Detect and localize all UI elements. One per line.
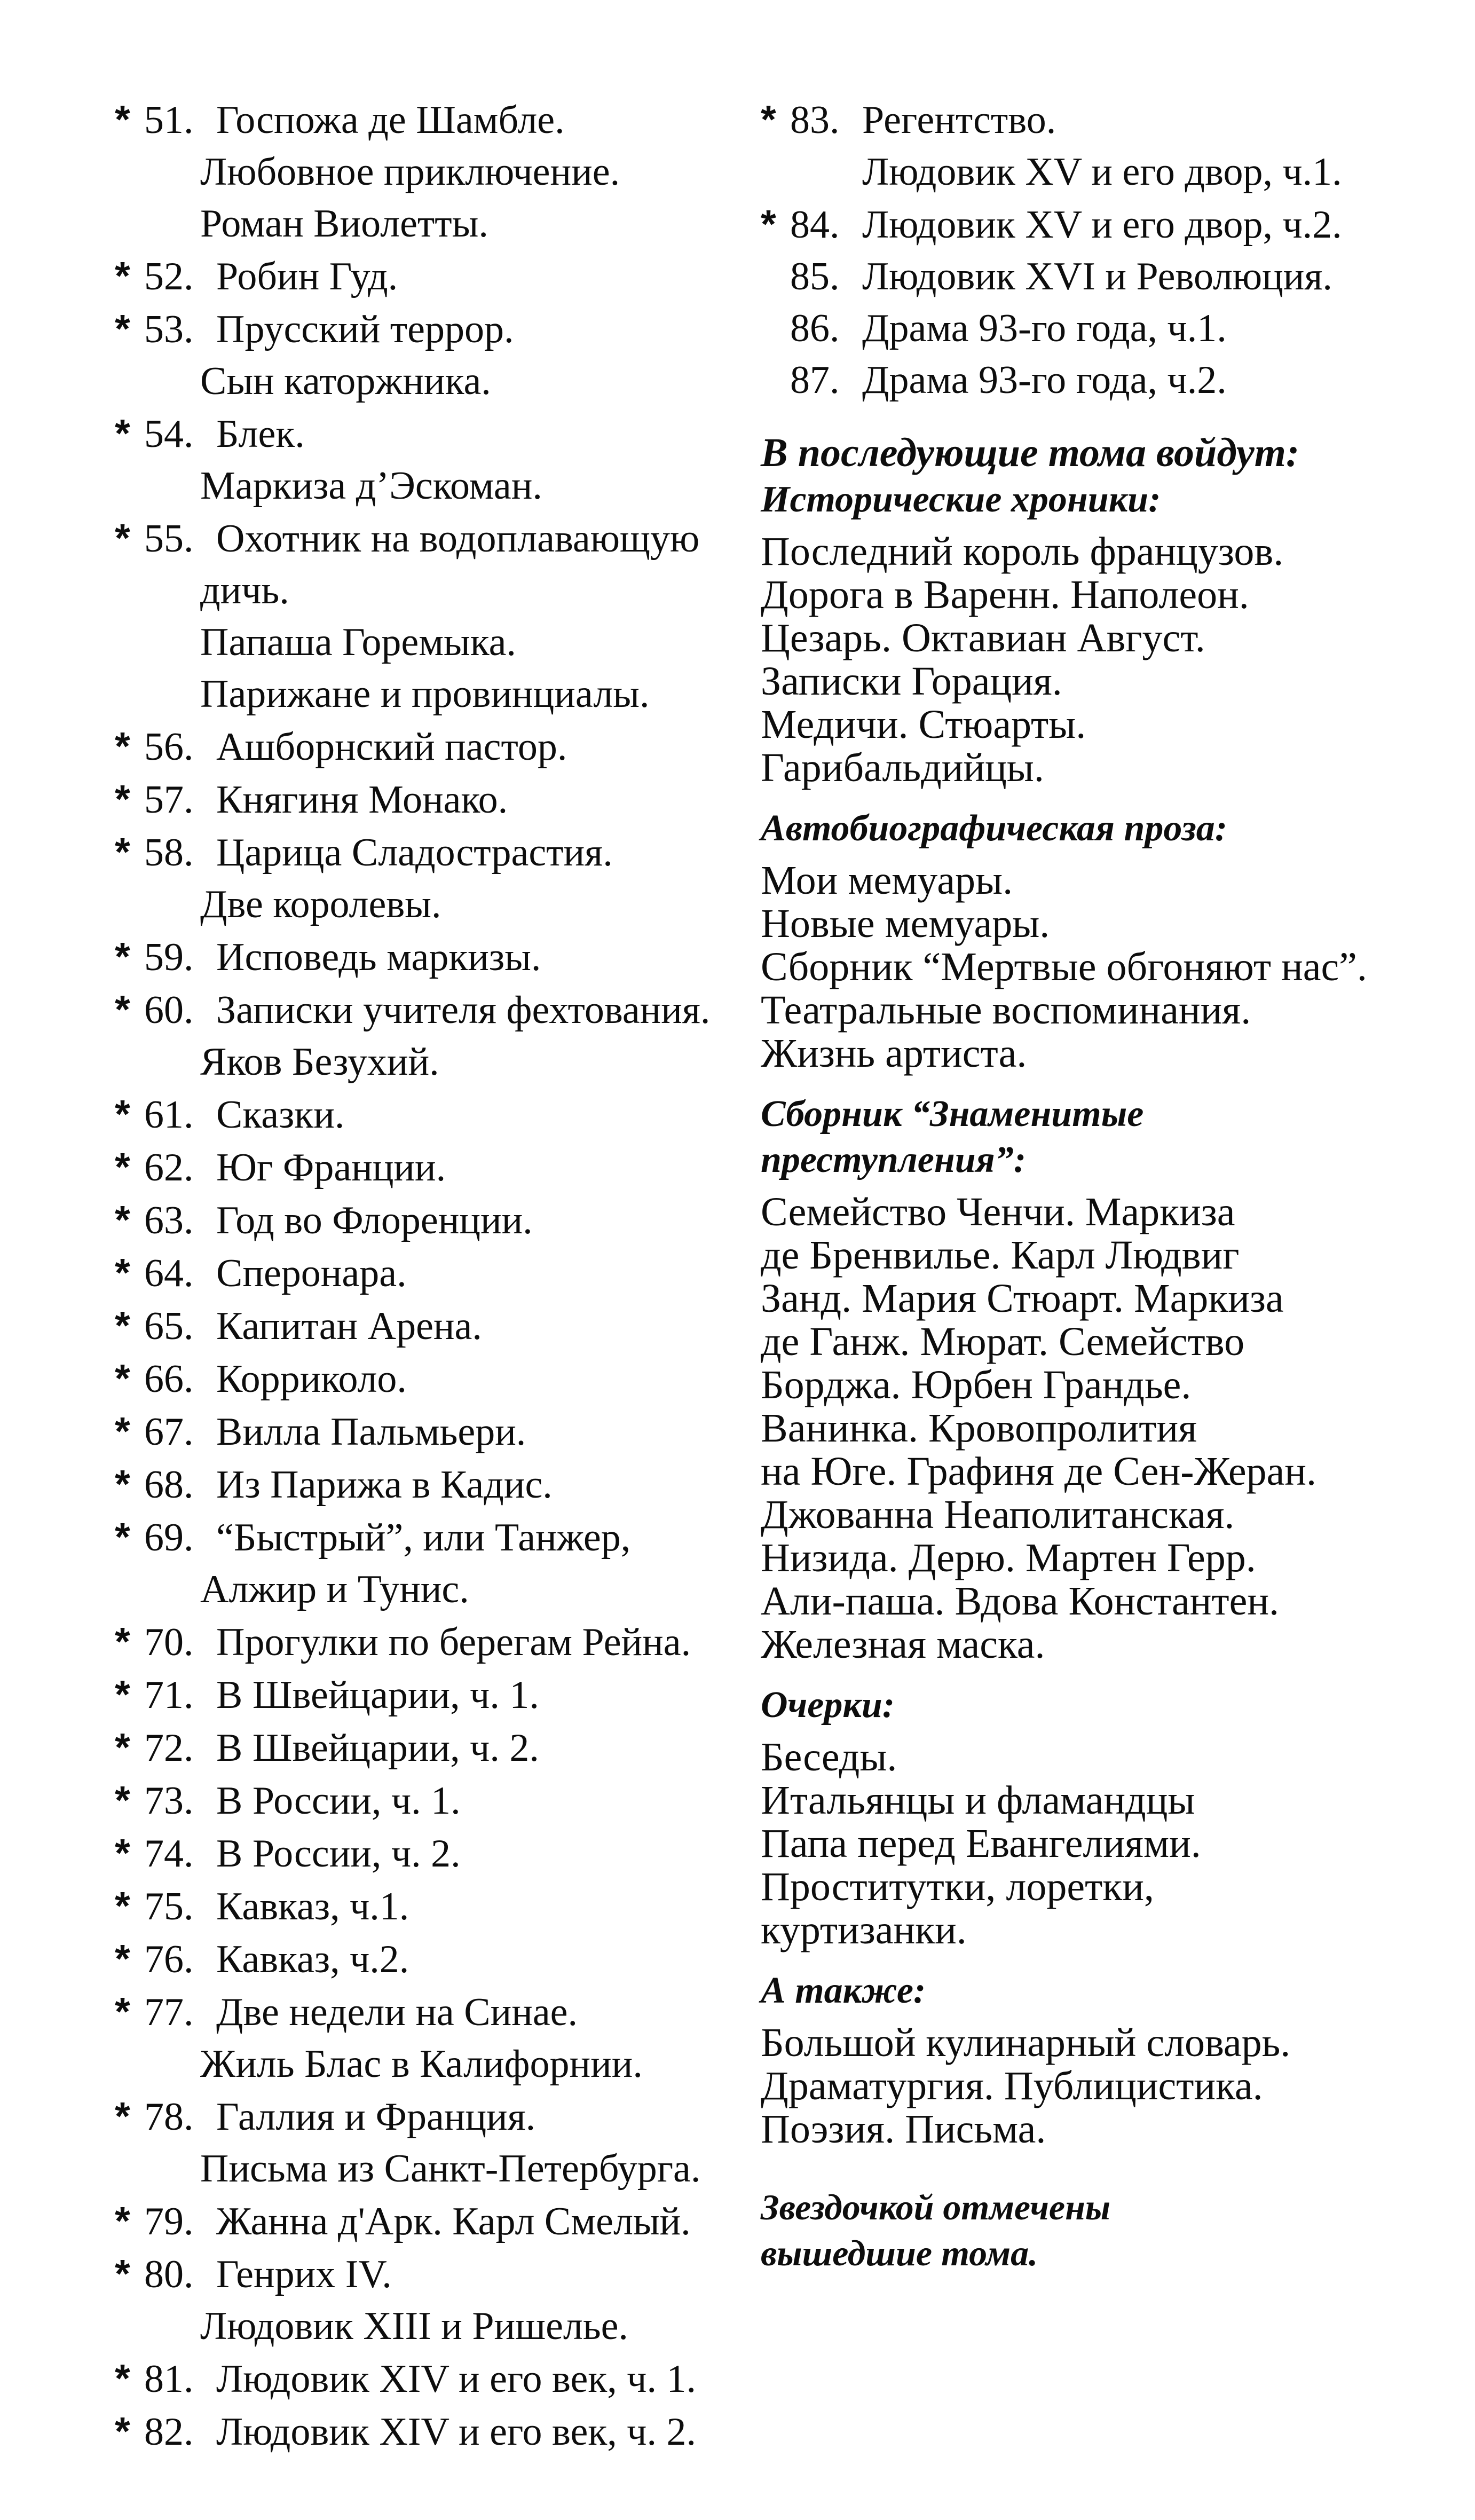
- volume-number: 73.: [144, 1779, 194, 1823]
- volume-title-continuation: дичь.: [200, 569, 289, 612]
- published-asterisk: *: [115, 306, 130, 351]
- section-line: Проститутки, лоретки,: [761, 1864, 1154, 1909]
- volume-entry: [115, 1668, 766, 1721]
- volume-entry: [115, 1458, 766, 1511]
- volume-number: 63.: [144, 1199, 194, 1242]
- volume-entry: [761, 93, 1433, 198]
- section-line: Итальянцы и фламандцы: [761, 1778, 1195, 1823]
- volume-title: Госпожа де Шамбле.: [216, 98, 565, 142]
- volume-number: 81.: [144, 2357, 194, 2401]
- published-asterisk: *: [115, 1672, 130, 1716]
- section-line: Драматургия. Публицистика.: [761, 2064, 1263, 2108]
- published-asterisk: *: [115, 1092, 130, 1136]
- upcoming-section: [761, 1091, 1433, 1666]
- volume-number: 55.: [144, 517, 194, 561]
- volume-entry: [115, 1247, 766, 1300]
- volume-number: 62.: [144, 1146, 194, 1190]
- volume-entry: [761, 355, 1433, 406]
- volume-number: 87.: [790, 358, 840, 402]
- volume-title: “Быстрый”, или Танжер,: [216, 1516, 631, 1560]
- volume-entry: [115, 1933, 766, 1986]
- volume-title: Корриколо.: [216, 1357, 407, 1401]
- volume-entry: [115, 1352, 766, 1405]
- published-asterisk: *: [115, 934, 130, 979]
- upcoming-section: [761, 806, 1433, 1075]
- volume-title: Робин Гуд.: [216, 255, 398, 298]
- volume-number: 70.: [144, 1620, 194, 1664]
- volume-title-continuation: Людовик XIII и Ришелье.: [200, 2304, 628, 2348]
- volume-title-continuation: Роман Виолетты.: [200, 202, 488, 246]
- volume-number: 78.: [144, 2095, 194, 2139]
- section-heading: А также:: [761, 1970, 926, 2011]
- published-asterisk: *: [115, 2094, 130, 2138]
- volume-entry: [115, 1088, 766, 1141]
- section-line: Сборник “Мертвые обгоняют нас”.: [761, 944, 1367, 989]
- section-heading: преступления”:: [761, 1139, 1027, 1180]
- volume-number: 76.: [144, 1938, 194, 1981]
- volume-number: 65.: [144, 1304, 194, 1348]
- volume-entry: [761, 251, 1433, 303]
- volume-entry: [115, 1300, 766, 1352]
- volume-entry: [115, 1721, 766, 1774]
- volume-number: 58.: [144, 831, 194, 875]
- volume-list-right: [761, 93, 1433, 406]
- volume-entry: [115, 2195, 766, 2248]
- section-line: Последний король французов.: [761, 529, 1284, 574]
- volume-title-continuation: Сын каторжника.: [200, 359, 491, 403]
- volume-title: Галлия и Франция.: [216, 2095, 536, 2139]
- section-heading: Сборник “Знаменитые: [761, 1093, 1144, 1135]
- published-asterisk: *: [115, 1831, 130, 1875]
- volume-entry: [115, 512, 766, 720]
- volume-title-continuation: Людовик XV и его двор, ч.1.: [862, 150, 1342, 194]
- volume-list-left: [115, 93, 766, 2458]
- volume-number: 54.: [144, 412, 194, 456]
- volume-entry: [115, 720, 766, 773]
- volume-entry: [115, 93, 766, 250]
- section-line: Жизнь артиста.: [761, 1031, 1027, 1076]
- volume-entry: [115, 1405, 766, 1458]
- volume-title: Блек.: [216, 412, 305, 456]
- volume-entry: [115, 2248, 766, 2352]
- volume-title-continuation: Алжир и Тунис.: [200, 1568, 469, 1611]
- volume-number: 82.: [144, 2410, 194, 2454]
- volume-title: Кавказ, ч.2.: [216, 1938, 409, 1981]
- volume-number: 84.: [790, 203, 840, 247]
- volume-title: Людовик XIV и его век, ч. 2.: [216, 2410, 697, 2454]
- section-line: Папа перед Евангелиями.: [761, 1821, 1201, 1866]
- volume-number: 51.: [144, 98, 194, 142]
- volume-number: 52.: [144, 255, 194, 298]
- volume-number: 86.: [790, 306, 840, 350]
- volume-number: 83.: [790, 98, 840, 142]
- volume-title: Капитан Арена.: [216, 1304, 482, 1348]
- volume-title: В Швейцарии, ч. 2.: [216, 1726, 539, 1770]
- volume-number: 67.: [144, 1410, 194, 1454]
- volume-entry: [115, 983, 766, 1088]
- volume-title: Сперонара.: [216, 1251, 407, 1295]
- section-line: Железная маска.: [761, 1622, 1045, 1667]
- published-asterisk: *: [115, 987, 130, 1031]
- volume-title-continuation: Парижане и провинциалы.: [200, 672, 650, 716]
- volume-title-continuation: Папаша Горемыка.: [200, 620, 516, 664]
- volume-title: Кавказ, ч.1.: [216, 1885, 409, 1928]
- volume-number: 60.: [144, 988, 194, 1032]
- published-asterisk: *: [115, 724, 130, 768]
- volume-title: Людовик XIV и его век, ч. 1.: [216, 2357, 697, 2401]
- published-asterisk: *: [115, 1356, 130, 1400]
- volume-title: Год во Флоренции.: [216, 1199, 533, 1242]
- volume-entry: [115, 250, 766, 303]
- section-line: де Ганж. Мюрат. Семейство: [761, 1319, 1245, 1364]
- volume-entry: [115, 826, 766, 931]
- upcoming-section: [761, 1968, 1433, 2151]
- section-line: Поэзия. Письма.: [761, 2107, 1046, 2152]
- section-line: Борджа. Юрбен Грандье.: [761, 1363, 1192, 1407]
- volume-number: 64.: [144, 1251, 194, 1295]
- footnote-line: вышедшие тома.: [761, 2233, 1038, 2273]
- volume-title: Генрих IV.: [216, 2253, 392, 2296]
- volume-entry: [761, 303, 1433, 355]
- upcoming-sections: [761, 477, 1433, 2151]
- section-heading: Исторические хроники:: [761, 479, 1161, 520]
- published-asterisk: *: [115, 2356, 130, 2400]
- volume-title: Прусский террор.: [216, 308, 514, 351]
- footnote-line: Звездочкой отмечены: [761, 2187, 1110, 2227]
- volume-title-continuation: Две королевы.: [200, 883, 441, 926]
- volume-title: Жанна д'Арк. Карл Смелый.: [216, 2200, 691, 2243]
- volume-title: Прогулки по берегам Рейна.: [216, 1620, 691, 1664]
- published-asterisk: *: [115, 1936, 130, 1981]
- section-line: Большой кулинарный словарь.: [761, 2020, 1291, 2065]
- volume-entry: [115, 773, 766, 826]
- volume-number: 79.: [144, 2200, 194, 2243]
- published-asterisk: *: [115, 1409, 130, 1453]
- volume-entry: [115, 303, 766, 407]
- volume-title: Сказки.: [216, 1093, 345, 1137]
- volume-number: 85.: [790, 255, 840, 298]
- volume-title: Вилла Пальмьери.: [216, 1410, 526, 1454]
- published-asterisk: *: [115, 1515, 130, 1559]
- section-line: де Бренвилье. Карл Людвиг: [761, 1233, 1240, 1278]
- volume-entry: [115, 1827, 766, 1880]
- published-asterisk: *: [115, 97, 130, 141]
- published-asterisk: *: [115, 1619, 130, 1664]
- volume-title: В России, ч. 1.: [216, 1779, 461, 1823]
- volume-title-continuation: Жиль Блас в Калифорнии.: [200, 2042, 643, 2086]
- section-line: Дорога в Варенн. Наполеон.: [761, 572, 1249, 617]
- section-line: Ванинка. Кровопролития: [761, 1406, 1197, 1451]
- volume-title: Исповедь маркизы.: [216, 935, 541, 979]
- volume-number: 61.: [144, 1093, 194, 1137]
- volume-number: 77.: [144, 1990, 194, 2034]
- volume-number: 69.: [144, 1516, 194, 1560]
- volume-number: 71.: [144, 1673, 194, 1717]
- volume-title: Людовик XV и его двор, ч.2.: [862, 203, 1342, 247]
- section-line: Цезарь. Октавиан Август.: [761, 616, 1205, 660]
- volume-title: Из Парижа в Кадис.: [216, 1463, 553, 1507]
- volume-number: 72.: [144, 1726, 194, 1770]
- volume-number: 68.: [144, 1463, 194, 1507]
- volume-entry: [115, 1986, 766, 2090]
- published-asterisk: *: [115, 411, 130, 455]
- section-line: Низида. Дерю. Мартен Герр.: [761, 1535, 1256, 1580]
- volume-entry: [115, 1774, 766, 1827]
- volume-title: Регентство.: [862, 98, 1056, 142]
- volume-title: Охотник на водоплавающую: [216, 517, 700, 561]
- volume-entry: [115, 2352, 766, 2405]
- volume-number: 59.: [144, 935, 194, 979]
- section-line: на Юге. Графиня де Сен-Жеран.: [761, 1449, 1316, 1494]
- upcoming-section: [761, 477, 1433, 790]
- volume-number: 80.: [144, 2253, 194, 2296]
- section-line: Театральные воспоминания.: [761, 988, 1251, 1033]
- published-asterisk: *: [115, 830, 130, 874]
- upcoming-section: [761, 1682, 1433, 1952]
- upcoming-heading: В последующие тома войдут:: [761, 430, 1300, 475]
- section-line: Беседы.: [761, 1735, 897, 1779]
- volume-title: В Швейцарии, ч. 1.: [216, 1673, 539, 1717]
- section-line: Медичи. Стюарты.: [761, 702, 1086, 747]
- volume-entry: [115, 1194, 766, 1247]
- volume-title: Ашборнский пастор.: [216, 725, 567, 769]
- volume-number: 57.: [144, 778, 194, 822]
- volume-number: 53.: [144, 308, 194, 351]
- volume-entry: [115, 1880, 766, 1933]
- volume-number: 75.: [144, 1885, 194, 1928]
- section-heading: Автобиографическая проза:: [761, 808, 1228, 849]
- volume-number: 74.: [144, 1832, 194, 1876]
- published-asterisk: *: [115, 2251, 130, 2296]
- published-asterisk: *: [115, 1462, 130, 1506]
- published-asterisk: *: [115, 777, 130, 821]
- volume-title-continuation: Маркиза д’Эскоман.: [200, 464, 542, 508]
- volume-entry: [115, 1141, 766, 1194]
- volume-title: Царица Сладострастия.: [216, 831, 613, 875]
- volume-title: Две недели на Синае.: [216, 1990, 578, 2034]
- section-line: Мои мемуары.: [761, 858, 1013, 903]
- published-asterisk: *: [115, 1884, 130, 1928]
- published-asterisk: *: [761, 202, 776, 246]
- volume-title-continuation: Письма из Санкт-Петербурга.: [200, 2147, 701, 2191]
- volume-entry: [115, 1616, 766, 1668]
- published-asterisk: *: [115, 1145, 130, 1189]
- volume-entry: [115, 2090, 766, 2195]
- section-line: Али-паша. Вдова Константен.: [761, 1579, 1280, 1624]
- section-heading: Очерки:: [761, 1684, 895, 1726]
- published-asterisk: *: [115, 516, 130, 560]
- published-asterisk: *: [115, 2199, 130, 2243]
- published-asterisk: *: [115, 1725, 130, 1769]
- footnote: [761, 2184, 1433, 2276]
- volume-entry: [761, 198, 1433, 251]
- section-line: Семейство Ченчи. Маркиза: [761, 1190, 1235, 1234]
- published-asterisk: *: [115, 1989, 130, 2034]
- volume-title: Людовик XVI и Революция.: [862, 255, 1332, 298]
- volume-title-continuation: Яков Безухий.: [200, 1040, 439, 1084]
- volume-entry: [115, 2405, 766, 2458]
- volume-title: Драма 93-го года, ч.2.: [862, 358, 1227, 402]
- volume-title: В России, ч. 2.: [216, 1832, 461, 1876]
- section-line: Записки Горация.: [761, 659, 1062, 704]
- volume-title: Драма 93-го года, ч.1.: [862, 306, 1227, 350]
- published-asterisk: *: [115, 1250, 130, 1295]
- volume-title: Княгиня Монако.: [216, 778, 508, 822]
- volume-number: 56.: [144, 725, 194, 769]
- published-asterisk: *: [115, 1303, 130, 1348]
- published-asterisk: *: [115, 1778, 130, 1822]
- volume-entry: [115, 1511, 766, 1616]
- section-line: Джованна Неаполитанская.: [761, 1492, 1235, 1537]
- section-line: Занд. Мария Стюарт. Маркиза: [761, 1276, 1284, 1321]
- volume-entry: [115, 931, 766, 983]
- volume-number: 66.: [144, 1357, 194, 1401]
- volume-title: Записки учителя фехтования.: [216, 988, 711, 1032]
- volume-title-continuation: Любовное приключение.: [200, 150, 620, 194]
- section-line: Новые мемуары.: [761, 901, 1050, 946]
- right-column: [761, 93, 1433, 2276]
- volume-entry: [115, 407, 766, 512]
- published-asterisk: *: [115, 2409, 130, 2453]
- section-line: Гарибальдийцы.: [761, 745, 1044, 790]
- published-asterisk: *: [115, 254, 130, 298]
- published-asterisk: *: [761, 97, 776, 141]
- section-line: куртизанки.: [761, 1908, 967, 1952]
- volume-title: Юг Франции.: [216, 1146, 446, 1190]
- published-asterisk: *: [115, 1198, 130, 1242]
